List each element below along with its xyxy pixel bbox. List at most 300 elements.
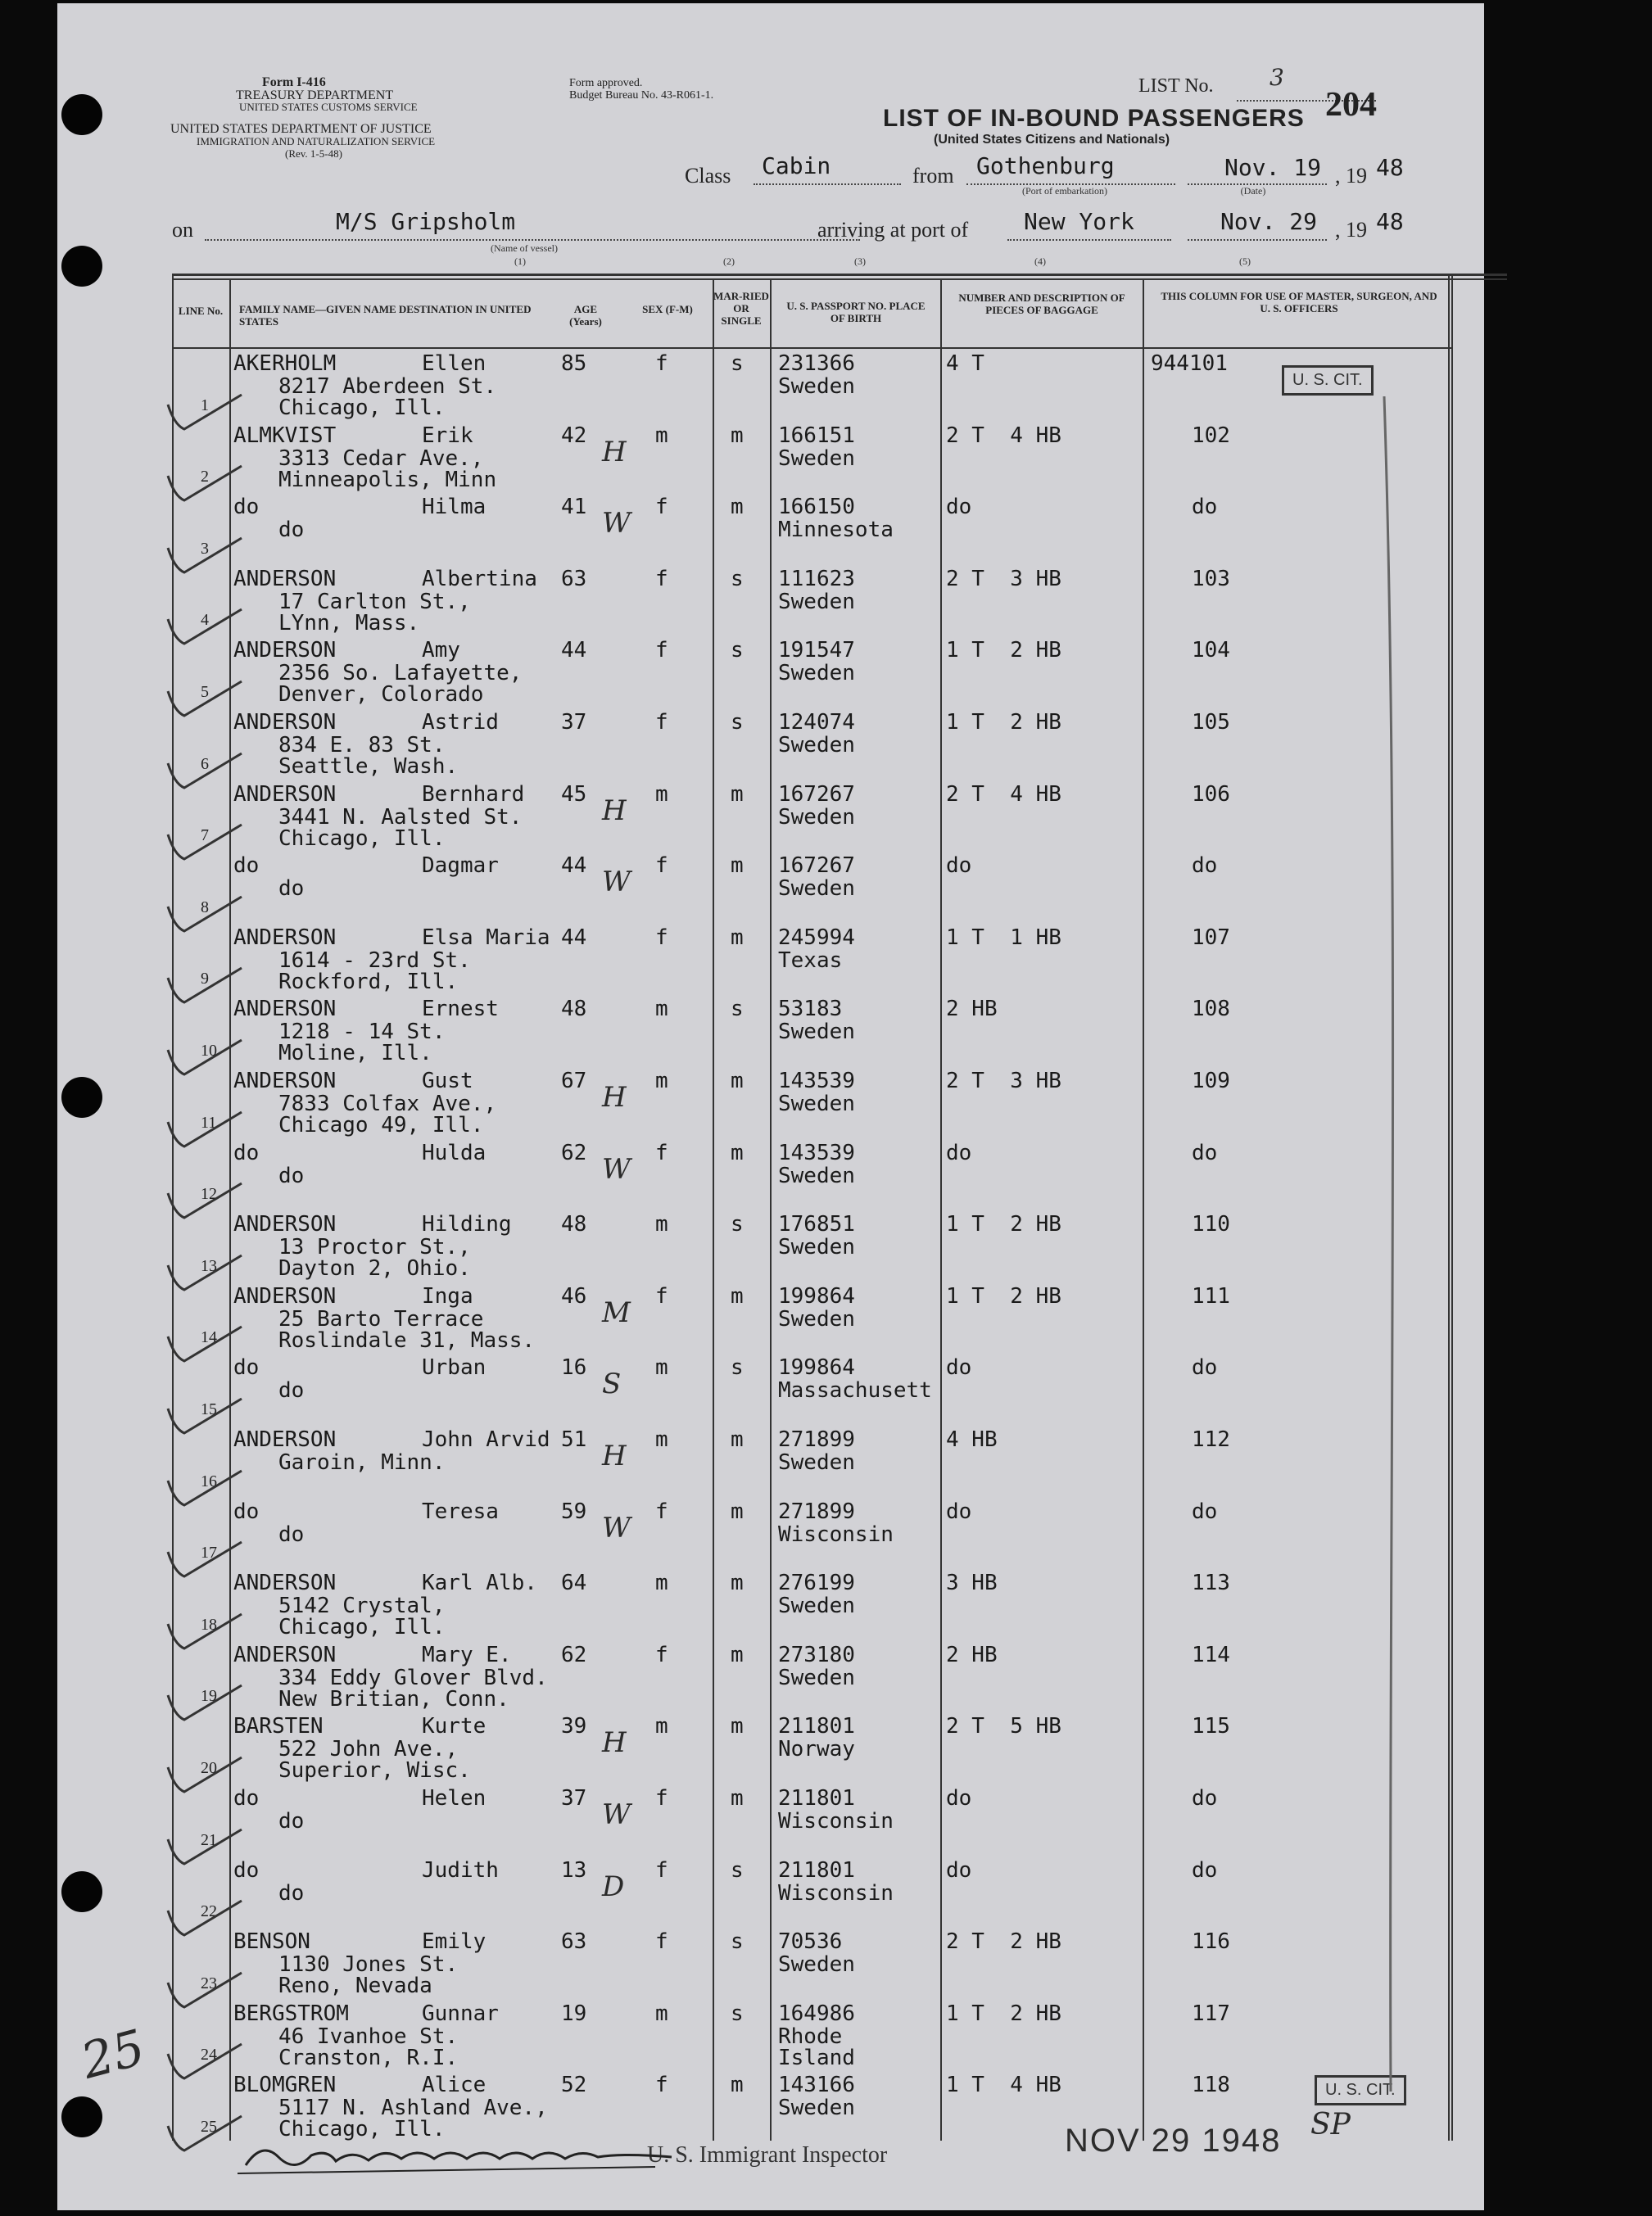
place-of-birth: Texas xyxy=(778,947,843,973)
passenger-sex: f xyxy=(655,853,668,879)
passenger-address: 5142 Crystal, xyxy=(278,1594,446,1619)
passenger-age: 62 xyxy=(561,1140,587,1165)
line-number: 9 xyxy=(201,970,209,988)
line-number: 14 xyxy=(201,1328,217,1347)
officer-column: 944101 xyxy=(1151,351,1228,376)
caption-3: (3) xyxy=(854,256,866,267)
passenger-address: 13 Proctor St., xyxy=(278,1235,471,1260)
on-label: on xyxy=(172,218,193,242)
passenger-age: 48 xyxy=(561,997,587,1022)
passenger-sex: f xyxy=(655,1929,668,1955)
arrival-date: Nov. 29 xyxy=(1220,208,1318,235)
passenger-family-name: BARSTEN xyxy=(233,1714,324,1739)
document-title: LIST OF IN-BOUND PASSENGERS xyxy=(883,105,1305,132)
place-of-birth: Sweden xyxy=(778,589,855,614)
passport-number: 199864 xyxy=(778,1355,855,1381)
from-label: from xyxy=(912,164,954,188)
passenger-marital-status: m xyxy=(731,1499,744,1524)
passenger-family-name: ANDERSON xyxy=(233,925,337,950)
passenger-given-name: Bernhard xyxy=(422,781,525,807)
passenger-marital-status: s xyxy=(731,1355,744,1381)
passenger-age: 37 xyxy=(561,1786,587,1811)
vessel-name: M/S Gripsholm xyxy=(336,208,516,235)
baggage-description: 1 T 4 HB xyxy=(946,2073,1061,2098)
passport-number: 276199 xyxy=(778,1571,855,1596)
baggage-description: 2 T 5 HB xyxy=(946,1714,1061,1739)
officer-column: do xyxy=(1192,1355,1218,1381)
line-number: 12 xyxy=(201,1185,217,1204)
passenger-address: LYnn, Mass. xyxy=(278,610,420,635)
passenger-sex: f xyxy=(655,1857,668,1883)
family-relation-mark: W xyxy=(602,1511,631,1544)
passport-number: 124074 xyxy=(778,710,855,735)
binder-hole xyxy=(61,94,102,135)
passenger-age: 67 xyxy=(561,1069,587,1093)
passport-number: 53183 xyxy=(778,997,843,1022)
place-of-birth: Sweden xyxy=(778,876,855,902)
passenger-age: 63 xyxy=(561,1929,587,1955)
depart-year-prefix: , 19 xyxy=(1335,164,1367,188)
officer-column: 108 xyxy=(1192,997,1230,1022)
passenger-address: Moline, Ill. xyxy=(278,1041,432,1066)
place-of-birth: Wisconsin xyxy=(778,1522,894,1547)
passenger-address: Chicago, Ill. xyxy=(278,396,446,420)
family-relation-mark: H xyxy=(602,794,627,827)
officer-column: 103 xyxy=(1192,566,1230,591)
passport-number: 166150 xyxy=(778,495,855,520)
arrival-year-prefix: , 19 xyxy=(1335,218,1367,242)
passenger-address: Seattle, Wash. xyxy=(278,754,459,779)
passenger-sex: m xyxy=(655,1355,668,1381)
passenger-sex: m xyxy=(655,1714,668,1739)
passenger-family-name: BERGSTROM xyxy=(233,2001,349,2026)
passenger-sex: f xyxy=(655,710,668,735)
passenger-marital-status: s xyxy=(731,1857,744,1883)
line-number: 1 xyxy=(201,396,209,414)
col-line-no: LINE No. xyxy=(178,305,224,317)
place-of-birth: Sweden xyxy=(778,1306,855,1332)
passenger-family-name: BLOMGREN xyxy=(233,2073,337,2098)
passenger-family-name: ANDERSON xyxy=(233,781,337,807)
line-number: 15 xyxy=(201,1400,217,1418)
passenger-address: do xyxy=(278,1880,305,1906)
officer-column: 118 xyxy=(1192,2073,1230,2098)
passenger-family-name: ANDERSON xyxy=(233,1069,337,1093)
passenger-given-name: Inga xyxy=(422,1283,473,1309)
officer-column: 107 xyxy=(1192,925,1230,950)
place-of-birth: Sweden xyxy=(778,1092,855,1116)
place-of-birth: Minnesota xyxy=(778,518,894,543)
passenger-family-name: do xyxy=(233,853,260,879)
list-no-label: LIST No. xyxy=(1138,75,1214,97)
passenger-marital-status: s xyxy=(731,351,744,376)
passenger-address: 522 John Ave., xyxy=(278,1737,459,1762)
left-margin-number: 25 xyxy=(75,2019,152,2091)
family-relation-mark: H xyxy=(602,435,627,468)
passenger-age: 62 xyxy=(561,1642,587,1667)
passport-number: 111623 xyxy=(778,566,855,591)
col-married: MAR-RIED OR SINGLE xyxy=(713,290,769,327)
passenger-family-name: do xyxy=(233,1355,260,1381)
line-number: 5 xyxy=(201,683,209,701)
passenger-age: 63 xyxy=(561,566,587,591)
place-of-birth: Wisconsin xyxy=(778,1809,894,1834)
passenger-marital-status: s xyxy=(731,710,744,735)
officer-column: 117 xyxy=(1192,2001,1230,2026)
officer-column: do xyxy=(1192,1499,1218,1524)
form-number: Form I-416 xyxy=(262,75,326,89)
passenger-given-name: Teresa xyxy=(422,1499,499,1524)
baggage-description: 4 HB xyxy=(946,1427,998,1452)
baggage-description: 2 HB xyxy=(946,1642,998,1667)
passport-number: 199864 xyxy=(778,1283,855,1309)
officer-column: do xyxy=(1192,1140,1218,1165)
passenger-marital-status: m xyxy=(731,495,744,520)
family-relation-mark: S xyxy=(602,1368,622,1401)
baggage-description: do xyxy=(946,1499,972,1524)
line-number: 17 xyxy=(201,1544,217,1563)
line-number: 16 xyxy=(201,1472,217,1490)
passport-number: 143539 xyxy=(778,1140,855,1165)
line-number: 7 xyxy=(201,826,209,845)
passenger-age: 44 xyxy=(561,925,587,950)
arrival-port: New York xyxy=(1024,208,1134,235)
passport-number: 211801 xyxy=(778,1786,855,1811)
passenger-marital-status: s xyxy=(731,1929,744,1955)
col-age: AGE (Years) xyxy=(569,303,602,328)
line-number: 8 xyxy=(201,898,209,916)
class-value: Cabin xyxy=(762,152,831,179)
passenger-address: do xyxy=(278,1809,305,1834)
place-of-birth: Sweden xyxy=(778,1450,855,1475)
passenger-family-name: ANDERSON xyxy=(233,1212,337,1237)
ins-service: IMMIGRATION AND NATURALIZATION SERVICE xyxy=(197,135,436,147)
passenger-marital-status: s xyxy=(731,2001,744,2026)
binder-hole xyxy=(61,246,102,287)
place-of-birth: Rhode xyxy=(778,2024,843,2049)
passenger-address: Reno, Nevada xyxy=(278,1974,432,1999)
passenger-age: 41 xyxy=(561,495,587,520)
passenger-sex: f xyxy=(655,638,668,663)
place-of-birth: Sweden xyxy=(778,1665,855,1690)
line-number: 24 xyxy=(201,2046,217,2064)
passenger-sex: f xyxy=(655,1642,668,1667)
passenger-age: 46 xyxy=(561,1283,587,1309)
passenger-address: Dayton 2, Ohio. xyxy=(278,1256,471,1282)
passenger-given-name: Astrid xyxy=(422,710,499,735)
passenger-family-name: ANDERSON xyxy=(233,1427,337,1452)
passenger-address: 5117 N. Ashland Ave., xyxy=(278,2096,548,2121)
inspector-label: U. S. Immigrant Inspector xyxy=(647,2142,888,2168)
line-number: 25 xyxy=(201,2118,217,2136)
baggage-description: 1 T 2 HB xyxy=(946,1283,1061,1309)
passenger-address: Chicago 49, Ill. xyxy=(278,1113,484,1137)
line-number: 11 xyxy=(201,1113,217,1132)
customs-service: UNITED STATES CUSTOMS SERVICE xyxy=(239,101,418,113)
baggage-description: 4 T xyxy=(946,351,984,376)
place-of-birth: Sweden xyxy=(778,2096,855,2121)
col-baggage: NUMBER AND DESCRIPTION OF PIECES OF BAGGAGE xyxy=(958,292,1125,316)
passenger-sex: m xyxy=(655,1069,668,1093)
col-name: FAMILY NAME—GIVEN NAME DESTINATION IN UNITED STATES xyxy=(239,303,532,328)
place-of-birth: Sweden xyxy=(778,445,855,471)
passenger-address: Garoin, Minn. xyxy=(278,1450,446,1475)
inspection-date-stamp: NOV 29 1948 xyxy=(1065,2123,1282,2159)
officer-column: 112 xyxy=(1192,1427,1230,1452)
baggage-description: 2 T 4 HB xyxy=(946,423,1061,448)
family-relation-mark: H xyxy=(602,1081,627,1114)
line-number: 18 xyxy=(201,1615,217,1634)
place-of-birth: Sweden xyxy=(778,1235,855,1260)
passenger-address: Chicago, Ill. xyxy=(278,2117,446,2142)
passenger-marital-status: m xyxy=(731,1283,744,1309)
line-number: 23 xyxy=(201,1974,217,1992)
arrival-year: 48 xyxy=(1376,208,1404,235)
passenger-address: Roslindale 31, Mass. xyxy=(278,1327,536,1353)
family-relation-mark: H xyxy=(602,1726,627,1760)
passport-number: 143539 xyxy=(778,1069,855,1093)
passenger-marital-status: m xyxy=(731,1069,744,1093)
officer-column: 106 xyxy=(1192,781,1230,807)
passport-number: 245994 xyxy=(778,925,855,950)
passenger-given-name: Hilding xyxy=(422,1212,512,1237)
passenger-sex: f xyxy=(655,1283,668,1309)
family-relation-mark: W xyxy=(602,507,631,540)
passenger-marital-status: m xyxy=(731,1571,744,1596)
passenger-marital-status: m xyxy=(731,1140,744,1165)
line-number: 13 xyxy=(201,1256,217,1275)
place-of-birth: Island xyxy=(778,2045,855,2070)
baggage-description: 1 T 1 HB xyxy=(946,925,1061,950)
passenger-family-name: ANDERSON xyxy=(233,638,337,663)
officer-column: 102 xyxy=(1192,423,1230,448)
passenger-age: 52 xyxy=(561,2073,587,2098)
from-value: Gothenburg xyxy=(976,152,1115,179)
form-approved: Form approved. xyxy=(569,77,643,89)
passenger-family-name: do xyxy=(233,1857,260,1883)
officer-column: do xyxy=(1192,1786,1218,1811)
document-page xyxy=(57,3,1484,2210)
date-caption: (Date) xyxy=(1240,185,1266,197)
depart-date: Nov. 19 xyxy=(1224,154,1322,181)
line-number: 4 xyxy=(201,611,209,630)
passenger-marital-status: m xyxy=(731,925,744,950)
officer-column: do xyxy=(1192,495,1218,520)
passenger-family-name: ANDERSON xyxy=(233,1283,337,1309)
baggage-description: 2 T 2 HB xyxy=(946,1929,1061,1955)
line-number: 3 xyxy=(201,539,209,558)
baggage-description: 2 T 4 HB xyxy=(946,781,1061,807)
passenger-address: Chicago, Ill. xyxy=(278,825,446,851)
passenger-marital-status: m xyxy=(731,1642,744,1667)
baggage-description: 1 T 2 HB xyxy=(946,638,1061,663)
passenger-age: 48 xyxy=(561,1212,587,1237)
passenger-given-name: Urban xyxy=(422,1355,487,1381)
passenger-sex: f xyxy=(655,495,668,520)
passenger-address: New Britian, Conn. xyxy=(278,1686,509,1712)
list-no: 3 xyxy=(1270,64,1284,91)
passenger-given-name: Alice xyxy=(422,2073,487,2098)
passport-number: 271899 xyxy=(778,1499,855,1524)
passenger-given-name: Karl Alb. xyxy=(422,1571,537,1596)
passport-number: 231366 xyxy=(778,351,855,376)
passenger-marital-status: m xyxy=(731,853,744,879)
vessel-caption: (Name of vessel) xyxy=(491,242,558,254)
place-of-birth: Norway xyxy=(778,1737,855,1762)
passenger-family-name: ANDERSON xyxy=(233,710,337,735)
passenger-given-name: Judith xyxy=(422,1857,499,1883)
place-of-birth: Wisconsin xyxy=(778,1880,894,1906)
officer-column: 114 xyxy=(1192,1642,1230,1667)
passenger-sex: f xyxy=(655,925,668,950)
officer-column: 115 xyxy=(1192,1714,1230,1739)
passenger-age: 85 xyxy=(561,351,587,376)
passenger-address: 7833 Colfax Ave., xyxy=(278,1092,497,1116)
passenger-marital-status: s xyxy=(731,1212,744,1237)
passenger-family-name: do xyxy=(233,1786,260,1811)
passenger-given-name: Hulda xyxy=(422,1140,487,1165)
baggage-description: 1 T 2 HB xyxy=(946,2001,1061,2026)
passenger-given-name: Dagmar xyxy=(422,853,499,879)
depart-year: 48 xyxy=(1376,154,1404,181)
passenger-sex: f xyxy=(655,1499,668,1524)
passenger-family-name: ANDERSON xyxy=(233,1642,337,1667)
passenger-address: Denver, Colorado xyxy=(278,682,484,708)
passenger-marital-status: s xyxy=(731,997,744,1022)
revision: (Rev. 1-5-48) xyxy=(285,147,342,160)
budget-bureau: Budget Bureau No. 43-R061-1. xyxy=(569,89,714,102)
passenger-address: do xyxy=(278,1378,305,1404)
bottom-initials: SP xyxy=(1310,2108,1351,2141)
passenger-marital-status: m xyxy=(731,1714,744,1739)
baggage-description: do xyxy=(946,1140,972,1165)
passenger-family-name: ALMKVIST xyxy=(233,423,337,448)
document-subtitle: (United States Citizens and Nationals) xyxy=(934,133,1170,147)
officer-column: 110 xyxy=(1192,1212,1230,1237)
passenger-sex: f xyxy=(655,1140,668,1165)
passenger-address: 17 Carlton St., xyxy=(278,589,471,614)
line-number: 20 xyxy=(201,1759,217,1777)
passenger-given-name: Hilma xyxy=(422,495,487,520)
passenger-age: 19 xyxy=(561,2001,587,2026)
page-number: 204 xyxy=(1325,86,1377,124)
passenger-given-name: Kurte xyxy=(422,1714,487,1739)
officer-column: do xyxy=(1192,853,1218,879)
baggage-description: do xyxy=(946,853,972,879)
place-of-birth: Sweden xyxy=(778,374,855,399)
baggage-description: 2 T 3 HB xyxy=(946,1069,1061,1093)
passenger-age: 59 xyxy=(561,1499,587,1524)
passenger-given-name: Albertina xyxy=(422,566,537,591)
passenger-age: 13 xyxy=(561,1857,587,1883)
officer-column: 113 xyxy=(1192,1571,1230,1596)
baggage-description: do xyxy=(946,1355,972,1381)
passenger-address: Superior, Wisc. xyxy=(278,1758,471,1784)
passenger-family-name: do xyxy=(233,495,260,520)
place-of-birth: Sweden xyxy=(778,1952,855,1978)
passport-number: 191547 xyxy=(778,638,855,663)
passenger-given-name: Gunnar xyxy=(422,2001,499,2026)
passenger-address: do xyxy=(278,518,305,543)
passport-number: 211801 xyxy=(778,1857,855,1883)
passenger-address: 1218 - 14 St. xyxy=(278,1020,446,1045)
treasury-dept: TREASURY DEPARTMENT xyxy=(236,88,394,102)
passenger-family-name: AKERHOLM xyxy=(233,351,337,376)
passenger-marital-status: m xyxy=(731,781,744,807)
passenger-given-name: Helen xyxy=(422,1786,487,1811)
passenger-given-name: Ellen xyxy=(422,351,487,376)
family-relation-mark: W xyxy=(602,1798,631,1831)
baggage-description: 1 T 2 HB xyxy=(946,1212,1061,1237)
passenger-given-name: Amy xyxy=(422,638,460,663)
passenger-age: 42 xyxy=(561,423,587,448)
binder-hole xyxy=(61,2096,102,2137)
justice-dept: UNITED STATES DEPARTMENT OF JUSTICE xyxy=(170,122,432,136)
passenger-address: 3441 N. Aalsted St. xyxy=(278,804,523,830)
passenger-marital-status: s xyxy=(731,638,744,663)
passenger-family-name: BENSON xyxy=(233,1929,310,1955)
passenger-sex: m xyxy=(655,781,668,807)
baggage-description: 3 HB xyxy=(946,1571,998,1596)
passenger-address: 334 Eddy Glover Blvd. xyxy=(278,1665,548,1690)
caption-1: (1) xyxy=(514,256,526,267)
passenger-age: 16 xyxy=(561,1355,587,1381)
passenger-age: 39 xyxy=(561,1714,587,1739)
passenger-given-name: Mary E. xyxy=(422,1642,512,1667)
pencil-line xyxy=(1368,396,1433,2100)
family-relation-mark: D xyxy=(602,1870,625,1903)
baggage-description: do xyxy=(946,495,972,520)
line-number: 10 xyxy=(201,1042,217,1060)
family-relation-mark: W xyxy=(602,1152,631,1186)
family-relation-mark: W xyxy=(602,866,631,899)
passport-number: 167267 xyxy=(778,853,855,879)
caption-5: (5) xyxy=(1239,256,1251,267)
passenger-address: 25 Barto Terrace xyxy=(278,1306,484,1332)
passenger-sex: m xyxy=(655,1212,668,1237)
us-citizen-stamp-bottom: U. S. CIT. xyxy=(1315,2075,1406,2105)
passenger-marital-status: s xyxy=(731,566,744,591)
passenger-given-name: Erik xyxy=(422,423,473,448)
passenger-sex: m xyxy=(655,423,668,448)
passenger-age: 44 xyxy=(561,638,587,663)
officer-column: do xyxy=(1192,1857,1218,1883)
place-of-birth: Sweden xyxy=(778,661,855,686)
binder-hole xyxy=(61,1871,102,1912)
passenger-sex: m xyxy=(655,997,668,1022)
passenger-sex: m xyxy=(655,1427,668,1452)
col-passport: U. S. PASSPORT NO. PLACE OF BIRTH xyxy=(786,300,926,324)
binder-hole xyxy=(61,1077,102,1118)
baggage-description: do xyxy=(946,1786,972,1811)
passenger-given-name: Ernest xyxy=(422,997,499,1022)
passport-number: 166151 xyxy=(778,423,855,448)
col-officers: THIS COLUMN FOR USE OF MASTER, SURGEON, AND U. S. OFFICERS xyxy=(1161,290,1437,314)
line-number: 22 xyxy=(201,1902,217,1921)
passport-number: 167267 xyxy=(778,781,855,807)
port-embark-caption: (Port of embarkation) xyxy=(1022,185,1107,197)
passport-number: 211801 xyxy=(778,1714,855,1739)
passenger-address: Chicago, Ill. xyxy=(278,1615,446,1640)
passenger-address: 2356 So. Lafayette, xyxy=(278,661,523,686)
passenger-age: 37 xyxy=(561,710,587,735)
passenger-family-name: ANDERSON xyxy=(233,997,337,1022)
passenger-address: 1130 Jones St. xyxy=(278,1952,459,1978)
passenger-family-name: do xyxy=(233,1140,260,1165)
passenger-address: 1614 - 23rd St. xyxy=(278,947,471,973)
passenger-given-name: Emily xyxy=(422,1929,487,1955)
passenger-marital-status: m xyxy=(731,2073,744,2098)
